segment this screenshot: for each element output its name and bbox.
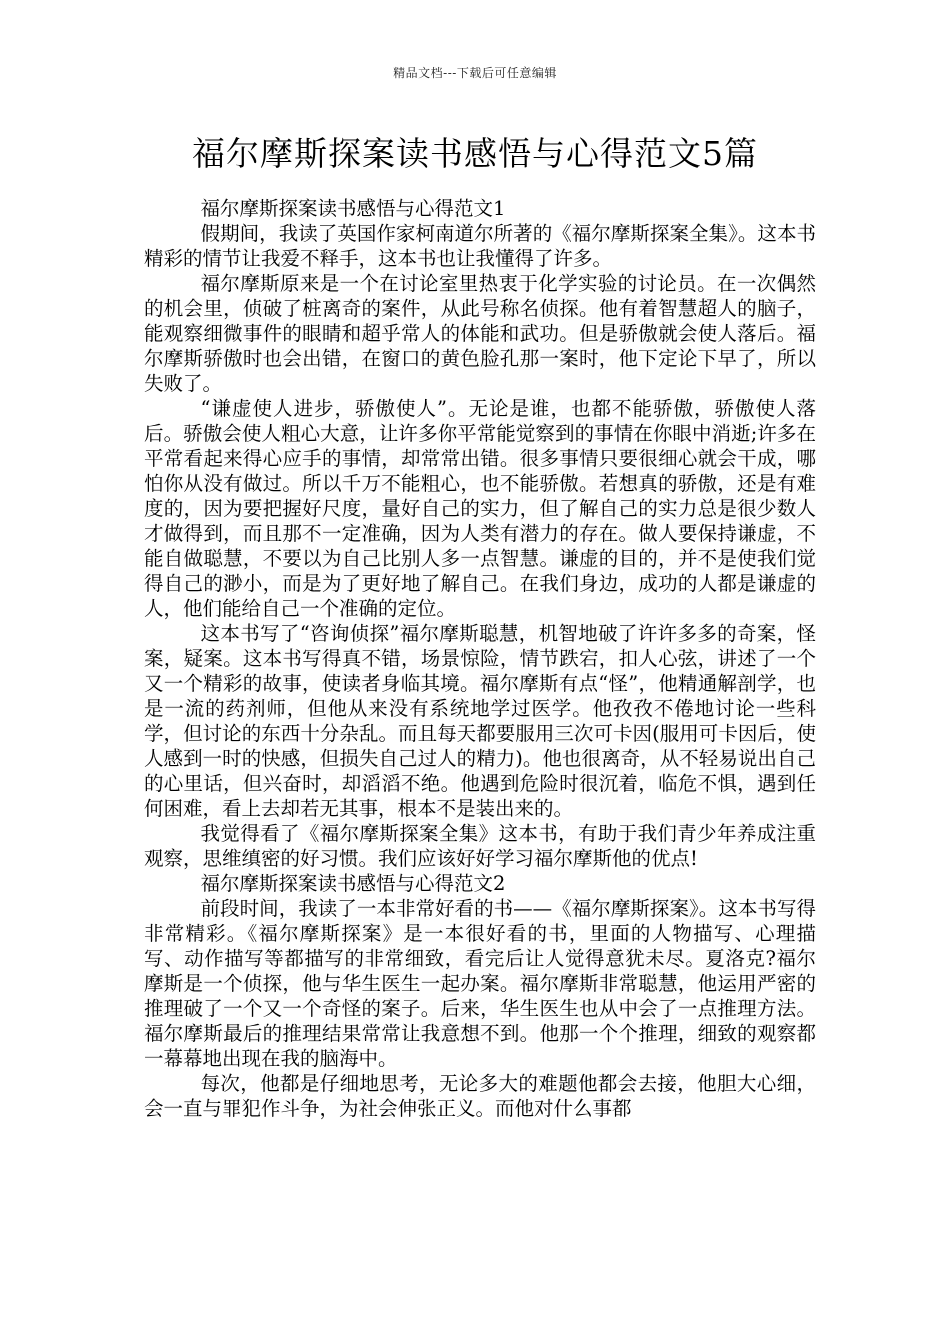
paragraph: 我觉得看了《福尔摩斯探案全集》这本书，有助于我们青少年养成注重观察，思维缜密的好习惯。我们应该好好学习福尔摩斯他的优点! (144, 822, 816, 870)
paragraph: “谦虚使人进步，骄傲使人”。无论是谁，也都不能骄傲，骄傲使人落后。骄傲会使人粗心大意，让许多你平常能觉察到的事情在你眼中消逝;许多在平常看起来得心应手的事情，却常常出错。很多事情只要很细心就会干成，哪怕你从没有做过。所以千万不能粗心，也不能骄傲。若想真的骄傲，还是有难度的，因为要把握好尺度，量好自己的实力，但了解自己的实力总是很少数人才做得到，而且那不一定准确，因为人类有潜力的存在。做人要保持谦虚，不能自做聪慧，不要以为自己比别人多一点智慧。谦虚的目的，并不是使我们觉得自己的渺小，而是为了更好地了解自己。在我们身边，成功的人都是谦虚的人，他们能给自己一个准确的定位。 (144, 397, 816, 620)
paragraph: 这本书写了“咨询侦探”福尔摩斯聪慧，机智地破了许许多多的奇案，怪案，疑案。这本书写得真不错，场景惊险，情节跌宕，扣人心弦，讲述了一个又一个精彩的故事，使读者身临其境。福尔摩斯有点“怪”，他精通解剖学，也是一流的药剂师，但他从来没有系统地学过医学。他孜孜不倦地讨论一些科学，但讨论的东西十分杂乱。而且每天都要服用三次可卡因(服用可卡因后，使人感到一时的快感，但损失自己过人的精力)。他也很离奇，从不轻易说出自己的心里话，但兴奋时，却滔滔不绝。他遇到危险时很沉着，临危不惧，遇到任何困难，看上去却若无其事，根本不是装出来的。 (144, 622, 816, 820)
section-heading-2: 福尔摩斯探案读书感悟与心得范文2 (200, 872, 506, 895)
paragraph: 每次，他都是仔细地思考，无论多大的难题他都会去接，他胆大心细，会一直与罪犯作斗争，为社会伸张正义。而他对什么事都 (144, 1072, 816, 1120)
paragraph: 假期间，我读了英国作家柯南道尔所著的《福尔摩斯探案全集》。这本书精彩的情节让我爱不释手，这本书也让我懂得了许多。 (144, 222, 816, 270)
document-title: 福尔摩斯探案读书感悟与心得范文5篇 (192, 134, 758, 173)
document-body (144, 196, 816, 1121)
header-watermark: 精品文档---下载后可任意编辑 (393, 66, 557, 80)
paragraph: 福尔摩斯原来是一个在讨论室里热衷于化学实验的讨论员。在一次偶然的机会里，侦破了桩离奇的案件，从此号称名侦探。他有着智慧超人的脑子，能观察细微事件的眼睛和超乎常人的体能和武功。但是骄傲就会使人落后。福尔摩斯骄傲时也会出错，在窗口的黄色脸孔那一案时，他下定论下早了，所以失败了。 (144, 272, 816, 395)
paragraph: 前段时间，我读了一本非常好看的书——《福尔摩斯探案》。这本书写得非常精彩。《福尔摩斯探案》是一本很好看的书，里面的人物描写、心理描写、动作描写等都描写的非常细致，看完后让人觉得意犹未尽。夏洛克?福尔摩斯是一个侦探，他与华生医生一起办案。福尔摩斯非常聪慧，他运用严密的推理破了一个又一个奇怪的案子。后来，华生医生也从中会了一点推理方法。福尔摩斯最后的推理结果常常让我意想不到。他那一个个推理，细致的观察都一幕幕地出现在我的脑海中。 (144, 897, 816, 1070)
section-heading-1: 福尔摩斯探案读书感悟与心得范文1 (200, 197, 506, 220)
